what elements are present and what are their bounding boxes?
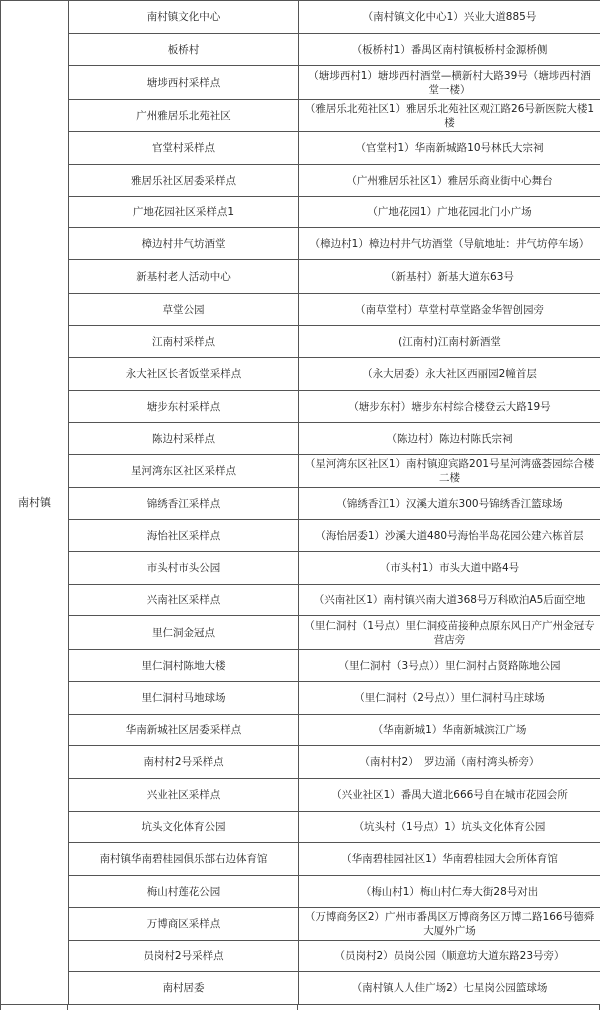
table-row	[1, 66, 600, 100]
table-row	[1, 520, 600, 552]
site-name-cell: 兴南社区采样点	[69, 585, 299, 616]
site-address-cell: （梅山村1）梅山村仁寿大街28号对出	[299, 876, 600, 908]
table-row	[1, 294, 600, 326]
site-address-cell: （板桥村1）番禺区南村镇板桥村金源桥侧	[299, 34, 600, 66]
site-name-cell: 梅山村莲花公园	[69, 876, 299, 908]
site-address-cell: （华南碧桂园社区1）华南碧桂园大会所体育馆	[299, 843, 600, 876]
site-name-cell: 樟边村井气坊酒堂	[69, 228, 299, 260]
table-row	[1, 260, 600, 294]
site-address-cell: （里仁洞村（1号点）里仁洞疫苗接种点原东风日产广州金冠专营店旁	[299, 616, 600, 650]
site-name-cell: 南村镇文化中心	[69, 1, 299, 34]
site-address-cell: （星河湾东区社区1）南村镇迎宾路201号星河湾盛荟园综合楼二楼	[299, 455, 600, 488]
site-name-cell: 陈边村采样点	[69, 423, 299, 455]
table-row	[1, 34, 600, 66]
site-address-cell: （雅居乐北苑社区1）雅居乐北苑社区观江路26号新医院大楼1楼	[299, 100, 600, 132]
site-name-cell: 塘步东村采样点	[69, 391, 299, 423]
table-row	[1, 616, 600, 650]
site-address-cell: （永大居委）永大社区西丽园2幢首层	[299, 358, 600, 391]
site-address-cell: （里仁洞村（3号点））里仁洞村占贤路陈地公园	[299, 650, 600, 682]
site-name-cell: 官堂村采样点	[69, 132, 299, 165]
table-row	[1, 876, 600, 908]
site-name-cell: 兴业社区采样点	[69, 779, 299, 812]
site-name-cell: 里仁洞村马地球场	[69, 682, 299, 715]
next-row-fragment	[0, 1004, 600, 1010]
site-address-cell: （广地花园1）广地花园北门小广场	[299, 197, 600, 228]
site-address-cell: （兴南社区1）南村镇兴南大道368号万科欧泊A5后面空地	[299, 585, 600, 616]
site-name-cell: 员岗村2号采样点	[69, 941, 299, 972]
site-address-cell: （华南新城1）华南新城滨江广场	[299, 715, 600, 746]
site-name-cell: 锦绣香江采样点	[69, 488, 299, 520]
table-row	[1, 488, 600, 520]
table-row	[1, 908, 600, 941]
site-address-cell: (江南村)江南村新酒堂	[299, 326, 600, 358]
site-address-cell: （市头村1）市头大道中路4号	[299, 552, 600, 585]
table-row	[1, 165, 600, 197]
site-name-cell: 南村居委	[69, 972, 299, 1005]
table-row	[1, 552, 600, 585]
table-row	[1, 455, 600, 488]
table-row	[1, 585, 600, 616]
site-address-cell: （塘埗西村1）塘埗西村酒堂—横新村大路39号（塘埗西村酒堂一楼）	[299, 66, 600, 100]
site-address-cell: （坑头村（1号点）1）坑头文化体育公园	[299, 812, 600, 843]
table-row	[1, 197, 600, 228]
table-row	[1, 132, 600, 165]
site-address-cell: （里仁洞村（2号点））里仁洞村马庄球场	[299, 682, 600, 715]
site-address-cell: （员岗村2）员岗公园（顺意坊大道东路23号旁）	[299, 941, 600, 972]
table-row	[1, 715, 600, 746]
site-address-cell: （广州雅居乐社区1）雅居乐商业街中心舞台	[299, 165, 600, 197]
table-row	[1, 746, 600, 779]
site-name-cell: 南村村2号采样点	[69, 746, 299, 779]
site-address-cell: （南村村2） 罗边涌（南村湾头桥旁）	[299, 746, 600, 779]
site-address-cell: （海怡居委1）沙溪大道480号海怡半岛花园公建六栋首层	[299, 520, 600, 552]
table-row	[1, 100, 600, 132]
site-name-cell: 江南村采样点	[69, 326, 299, 358]
site-name-cell: 坑头文化体育公园	[69, 812, 299, 843]
site-name-cell: 广州雅居乐北苑社区	[69, 100, 299, 132]
site-name-cell: 永大社区长者饭堂采样点	[69, 358, 299, 391]
site-name-cell: 广地花园社区采样点1	[69, 197, 299, 228]
site-address-cell: （万博商务区2）广州市番禺区万博商务区万博二路166号德舜大厦外广场	[299, 908, 600, 941]
site-address-cell: （兴业社区1）番禺大道北666号自在城市花园会所	[299, 779, 600, 812]
table-row	[1, 391, 600, 423]
site-name-cell: 里仁洞村陈地大楼	[69, 650, 299, 682]
site-address-cell: （南草堂村）草堂村草堂路金华智创园旁	[299, 294, 600, 326]
table-row	[1, 228, 600, 260]
table-row	[1, 941, 600, 972]
site-address-cell: （南村镇人人佳广场2）七星岗公园篮球场	[299, 972, 600, 1005]
site-address-cell: （锦绣香江1）汉溪大道东300号锦绣香江篮球场	[299, 488, 600, 520]
table-row	[1, 423, 600, 455]
site-address-cell: （樟边村1）樟边村井气坊酒堂（导航地址：井气坊停车场）	[299, 228, 600, 260]
table-row	[1, 972, 600, 1005]
site-name-cell: 市头村市头公园	[69, 552, 299, 585]
site-name-cell: 南村镇华南碧桂园俱乐部右边体育馆	[69, 843, 299, 876]
table-row	[1, 1, 600, 34]
district-cell: 南村镇	[1, 1, 69, 1005]
site-address-cell: （新基村）新基大道东63号	[299, 260, 600, 294]
table-row	[1, 650, 600, 682]
table-row	[1, 326, 600, 358]
site-name-cell: 雅居乐社区居委采样点	[69, 165, 299, 197]
site-address-cell: （陈边村）陈边村陈氏宗祠	[299, 423, 600, 455]
table-row	[1, 812, 600, 843]
site-name-cell: 塘埗西村采样点	[69, 66, 299, 100]
site-name-cell: 新基村老人活动中心	[69, 260, 299, 294]
site-name-cell: 里仁洞金冠点	[69, 616, 299, 650]
site-name-cell: 草堂公园	[69, 294, 299, 326]
site-name-cell: 华南新城社区居委采样点	[69, 715, 299, 746]
table-row	[1, 682, 600, 715]
site-address-cell: （官堂村1）华南新城路10号林氏大宗祠	[299, 132, 600, 165]
table-row	[1, 358, 600, 391]
site-address-cell: （塘步东村）塘步东村综合楼登云大路19号	[299, 391, 600, 423]
table-row	[1, 843, 600, 876]
site-name-cell: 海怡社区采样点	[69, 520, 299, 552]
site-name-cell: 星河湾东区社区采样点	[69, 455, 299, 488]
site-name-cell: 万博商区采样点	[69, 908, 299, 941]
table-row	[1, 779, 600, 812]
site-name-cell: 板桥村	[69, 34, 299, 66]
site-address-cell: （南村镇文化中心1）兴业大道885号	[299, 1, 600, 34]
